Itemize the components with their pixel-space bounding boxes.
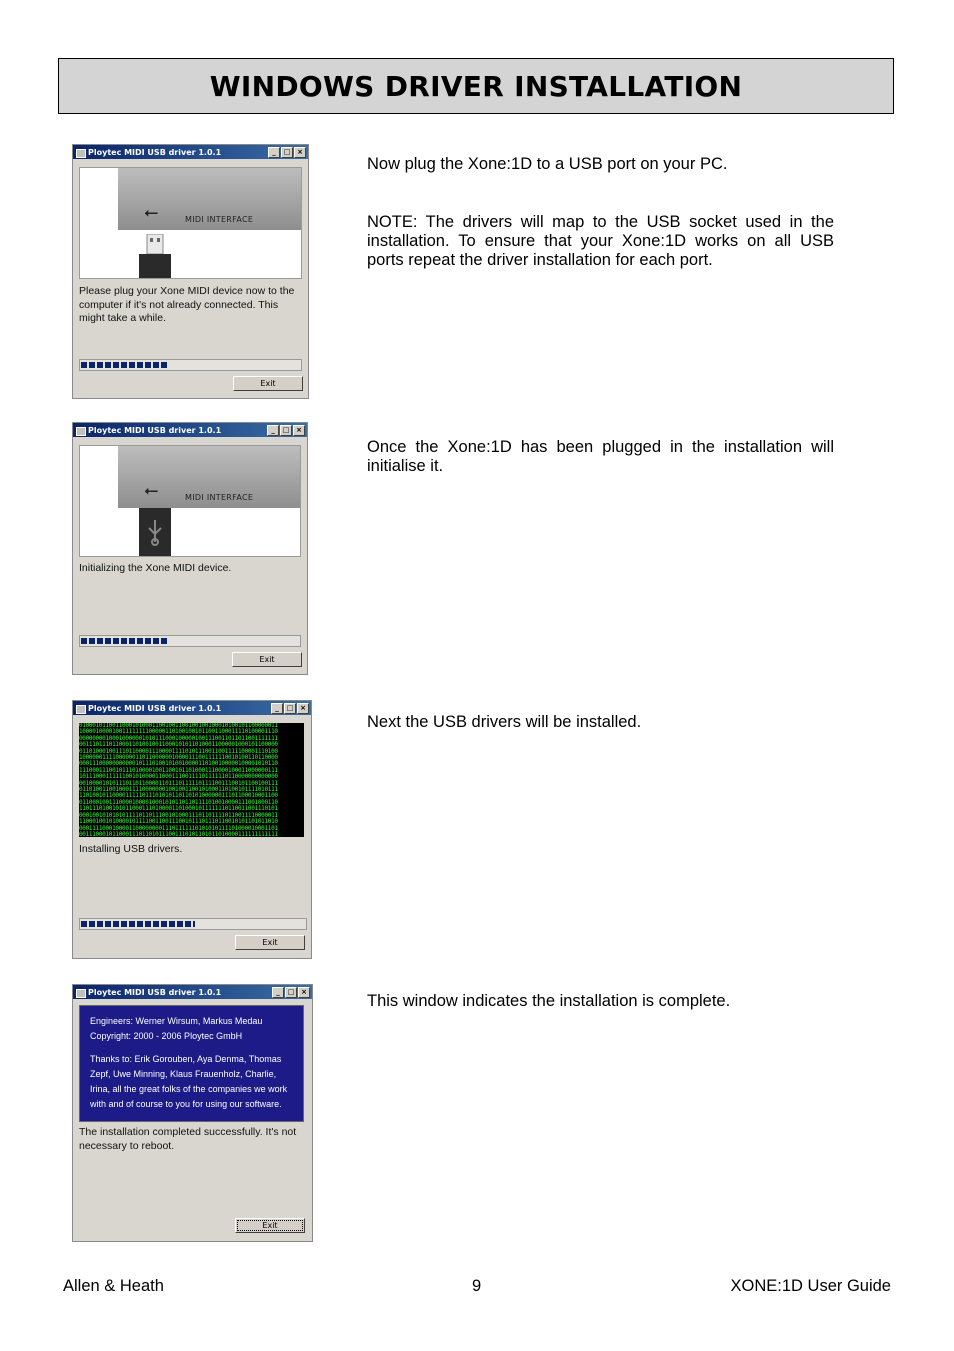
usb-plug-connected-icon xyxy=(137,508,173,557)
progress-fill xyxy=(81,362,169,368)
close-icon[interactable]: × xyxy=(293,425,305,436)
progress-fill xyxy=(81,921,195,927)
window-titlebar xyxy=(73,145,308,159)
instruction-plug-device: Now plug the Xone:1D to a USB port on your PC. xyxy=(367,155,728,173)
exit-button[interactable]: Exit xyxy=(235,935,305,950)
window-title: Ploytec MIDI USB driver 1.0.1 xyxy=(76,988,221,997)
window-message: Installing USB drivers. xyxy=(79,843,183,855)
installer-window-complete xyxy=(72,984,313,1242)
minimize-icon[interactable]: _ xyxy=(272,987,284,998)
minimize-icon[interactable]: _ xyxy=(267,425,279,436)
page-title-box xyxy=(58,58,894,114)
banner-label: MIDI INTERFACE xyxy=(185,493,254,502)
window-titlebar xyxy=(73,701,311,715)
page-title: WINDOWS DRIVER INSTALLATION xyxy=(209,69,743,103)
binary-animation-graphic: 010001011001100010100011001001100100100100010100101100000011 100001000010011111111000001101001001011001100011110100001110 000000001000100000010101110001000001001110011011011001111111 001110111011000110100100110001010110100011000001000101100000 011010001001110110000111000011110101110011001111100001110100 100000011110000001101100000010000111001111110010100110110000 000111000000000001011101001010010000110100100000100001010110 111000111001011101000010011001011010001110000100011000000111 101110001111110010100001100011100111101111110110000000000000 001000010101110110110000110111011111011110011100101100100111 011010011001000111100000001001001100101000110100101111010111 110100101100001111101110101011011010100000011101100010001100 011000100111000010000100010101101101111010010000111001000110 110111010010101100011101000011010001011111110110011001110101 000100101010101111011011100101000111011011110110011110000011 110001001010000101111001100111001011101110110010101101011010 000111100010000110000000011101111110101010111101000010001101 001110001011000111011010111001110101101011010000111111111111 xyxy=(79,723,304,837)
window-titlebar xyxy=(73,985,312,999)
credits-engineers: Engineers: Werner Wirsum, Markus Medau xyxy=(90,1016,263,1026)
window-message: Please plug your Xone MIDI device now to the computer if it's not already connected. This might take a while. xyxy=(79,285,295,324)
maximize-icon[interactable]: □ xyxy=(281,147,293,158)
credits-panel xyxy=(79,1005,304,1122)
footer-page-number: 9 xyxy=(472,1277,482,1295)
minimize-icon[interactable]: _ xyxy=(271,703,283,714)
exit-button[interactable]: Exit xyxy=(235,1218,305,1233)
midi-interface-banner xyxy=(79,167,302,279)
close-icon[interactable]: × xyxy=(297,703,309,714)
credits-copyright: Copyright: 2000 - 2006 Ploytec GmbH xyxy=(90,1031,243,1041)
window-titlebar xyxy=(73,423,307,437)
progress-bar xyxy=(79,359,302,371)
maximize-icon[interactable]: □ xyxy=(280,425,292,436)
window-title: Ploytec MIDI USB driver 1.0.1 xyxy=(76,426,221,435)
instruction-install-drivers: Next the USB drivers will be installed. xyxy=(367,713,642,731)
credits-thanks: Thanks to: Erik Gorouben, Aya Denma, Thomas Zepf, Uwe Minning, Klaus Frauenholz, Charlie, Irina, all the great folks of the companies we work with and of course to you for using our software. xyxy=(90,1054,288,1109)
exit-button[interactable]: Exit xyxy=(233,376,303,391)
exit-button[interactable]: Exit xyxy=(232,652,302,667)
usb-symbol-icon: ⭠ xyxy=(144,480,159,501)
instruction-initialise: Once the Xone:1D has been plugged in the installation will initialise it. xyxy=(367,438,834,475)
minimize-icon[interactable]: _ xyxy=(268,147,280,158)
installer-window-installing-drivers xyxy=(72,700,312,959)
footer-right: XONE:1D User Guide xyxy=(730,1277,891,1295)
maximize-icon[interactable]: □ xyxy=(285,987,297,998)
close-icon[interactable]: × xyxy=(298,987,310,998)
note-usb-socket: NOTE: The drivers will map to the USB socket used in the installation. To ensure that your Xone:1D works on all USB ports repeat the driver installation for each port. xyxy=(367,213,834,269)
usb-plug-unplugged-icon xyxy=(137,234,173,279)
window-message: Initializing the Xone MIDI device. xyxy=(79,562,232,574)
installer-window-plug-device xyxy=(72,144,309,399)
progress-fill xyxy=(81,638,169,644)
window-message: The installation completed successfully. It's not necessary to reboot. xyxy=(79,1126,297,1152)
close-icon[interactable]: × xyxy=(294,147,306,158)
banner-label: MIDI INTERFACE xyxy=(185,215,254,224)
window-title: Ploytec MIDI USB driver 1.0.1 xyxy=(76,148,221,157)
usb-symbol-icon: ⭠ xyxy=(144,202,159,223)
instruction-complete: This window indicates the installation is complete. xyxy=(367,992,731,1010)
progress-bar xyxy=(79,918,307,930)
window-title: Ploytec MIDI USB driver 1.0.1 xyxy=(76,704,221,713)
footer-left: Allen & Heath xyxy=(63,1277,164,1295)
installer-window-initializing xyxy=(72,422,308,675)
midi-interface-banner xyxy=(79,445,301,557)
maximize-icon[interactable]: □ xyxy=(284,703,296,714)
progress-bar xyxy=(79,635,301,647)
